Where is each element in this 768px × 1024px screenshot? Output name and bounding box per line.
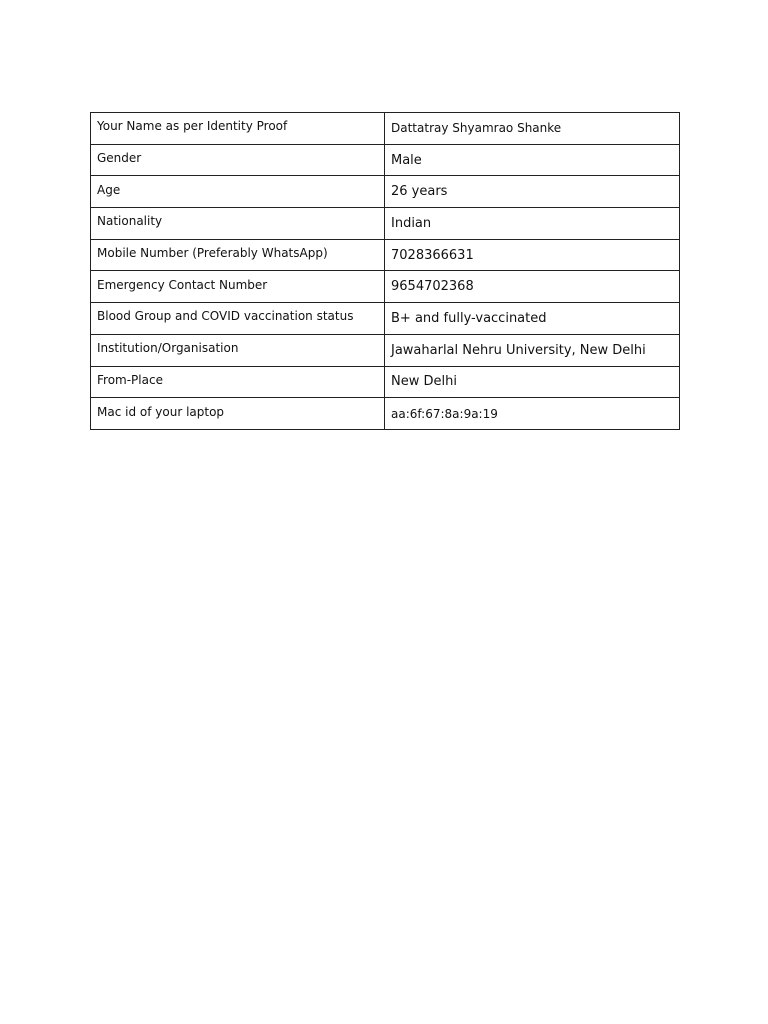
field-value-mobile-number: 7028366631 xyxy=(385,239,680,271)
field-value-nationality: Indian xyxy=(385,208,680,240)
field-label-emergency-contact: Emergency Contact Number xyxy=(91,271,385,303)
table-row xyxy=(91,398,680,430)
field-value-from-place: New Delhi xyxy=(385,366,680,398)
field-label-gender: Gender xyxy=(91,144,385,176)
table-row xyxy=(91,334,680,366)
participant-details-table xyxy=(90,112,680,430)
field-label-from-place: From-Place xyxy=(91,366,385,398)
field-value-emergency-contact: 9654702368 xyxy=(385,271,680,303)
table-row xyxy=(91,239,680,271)
table-row xyxy=(91,144,680,176)
field-label-mac-id: Mac id of your laptop xyxy=(91,398,385,430)
table-row xyxy=(91,113,680,145)
field-value-mac-id: aa:6f:67:8a:9a:19 xyxy=(385,398,680,430)
field-value-institution: Jawaharlal Nehru University, New Delhi xyxy=(385,334,680,366)
field-label-age: Age xyxy=(91,176,385,208)
field-value-gender: Male xyxy=(385,144,680,176)
table-row xyxy=(91,176,680,208)
table-row xyxy=(91,366,680,398)
field-label-blood-group: Blood Group and COVID vaccination status xyxy=(91,303,385,335)
field-label-mobile-number: Mobile Number (Preferably WhatsApp) xyxy=(91,239,385,271)
field-value-age: 26 years xyxy=(385,176,680,208)
field-label-name: Your Name as per Identity Proof xyxy=(91,113,385,145)
field-label-nationality: Nationality xyxy=(91,208,385,240)
table-row xyxy=(91,208,680,240)
table-row xyxy=(91,271,680,303)
field-value-name: Dattatray Shyamrao Shanke xyxy=(385,113,680,145)
field-label-institution: Institution/Organisation xyxy=(91,334,385,366)
table-row xyxy=(91,303,680,335)
field-value-blood-group: B+ and fully-vaccinated xyxy=(385,303,680,335)
